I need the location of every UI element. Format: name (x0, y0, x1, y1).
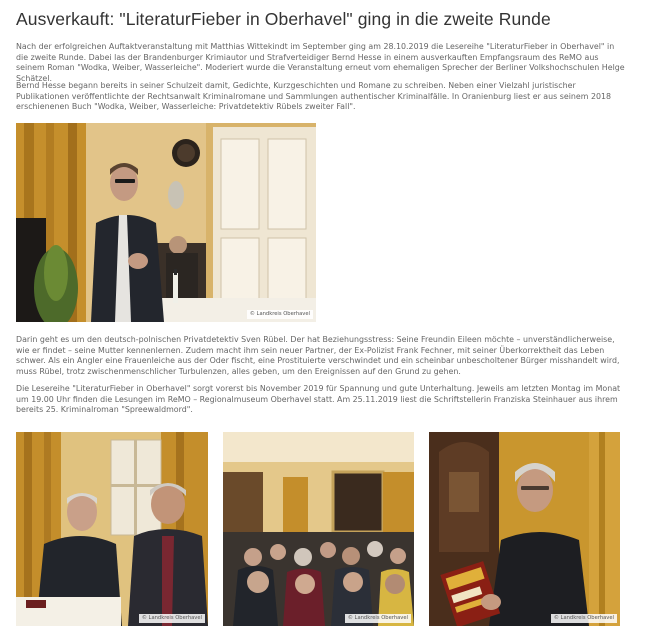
paragraph-series: Die Lesereihe "LiteraturFieber in Oberhavel" sorgt vorerst bis November 2019 für Spannung und gute Unterhaltung. Jeweils am letzten Montag im Monat um 19.00 Uhr finden die Lesungen im ReMO – Regionalmuseum Oberhavel statt. Am 25.11.2019 liest die Schriftstellerin Franziska Steinhauer aus ihrem bereits 25. Kriminalroman "Spreewaldmord". (16, 384, 621, 414)
photo-credit: © Landkreis Oberhavel (345, 614, 411, 623)
photo-author-reading[interactable] (16, 123, 316, 322)
photo-audience[interactable] (223, 432, 414, 626)
photo-credit: © Landkreis Oberhavel (139, 614, 205, 623)
article-title: Ausverkauft: "LiteraturFieber in Oberhavel" ging in die zweite Runde (16, 9, 551, 29)
photo-author-with-book[interactable] (429, 432, 620, 626)
paragraph-author: Bernd Hesse begann bereits in seiner Schulzeit damit, Gedichte, Kurzgeschichten und Romane zu schreiben. Neben einer Vielzahl juristischer Publikationen veröffentlichte der Rechtsanwalt Kriminalromane und Sammlungen authentischer Kriminalfälle. In Oranienburg liest er aus seinem 2018 erschienenen Buch "Wodka, Weiber, Wasserleiche: Privatdetektiv Rübels zweiter Fall". (16, 81, 612, 111)
paragraph-plot: Darin geht es um den deutsch-polnischen Privatdetektiv Sven Rübel. Der hat Beziehungsstress: Seine Freundin Eileen möchte – unverständlicherweise, wie er findet – seine Mutter kennenlernen. Zudem macht ihm sein neuer Partner, der Ex-Polizist Frank Fechner, mit seiner Überkorrektheit das Leben schwer. Als ein Angler eine Frauenleiche aus der Oder fischt, eine Prostituierte verschwindet und ein scheinbar unbescholtener Bürger misshandelt wird, muss Rübel, trotz zwischenmenschlicher Turbulenzen, alles geben, um den Ereignissen auf den Grund zu gehen. (16, 335, 620, 376)
photo-author-moderator[interactable] (16, 432, 208, 626)
photo-credit: © Landkreis Oberhavel (247, 310, 313, 319)
paragraph-intro: Nach der erfolgreichen Auftaktveranstaltung mit Matthias Wittekindt im September ging am 28.10.2019 die Lesereihe "LiteraturFieber in Oberhavel" in die zweite Runde. Dabei las der Brandenburger Krimiautor und Strafverteidiger Bernd Hesse in einem ausverkauften Empfangsraum des ReMO aus seinem Roman "Wodka, Weiber, Wasserleiche". Moderiert wurde die Veranstaltung erneut vom ehemaligen Sprecher der Berliner Volkshochschulen Helge Schätzel. (16, 42, 625, 83)
photo-audience-image (223, 432, 414, 626)
photo-author-with-book-image (429, 432, 620, 626)
photo-author-moderator-image (16, 432, 208, 626)
photo-credit: © Landkreis Oberhavel (551, 614, 617, 623)
photo-author-reading-image (16, 123, 316, 322)
